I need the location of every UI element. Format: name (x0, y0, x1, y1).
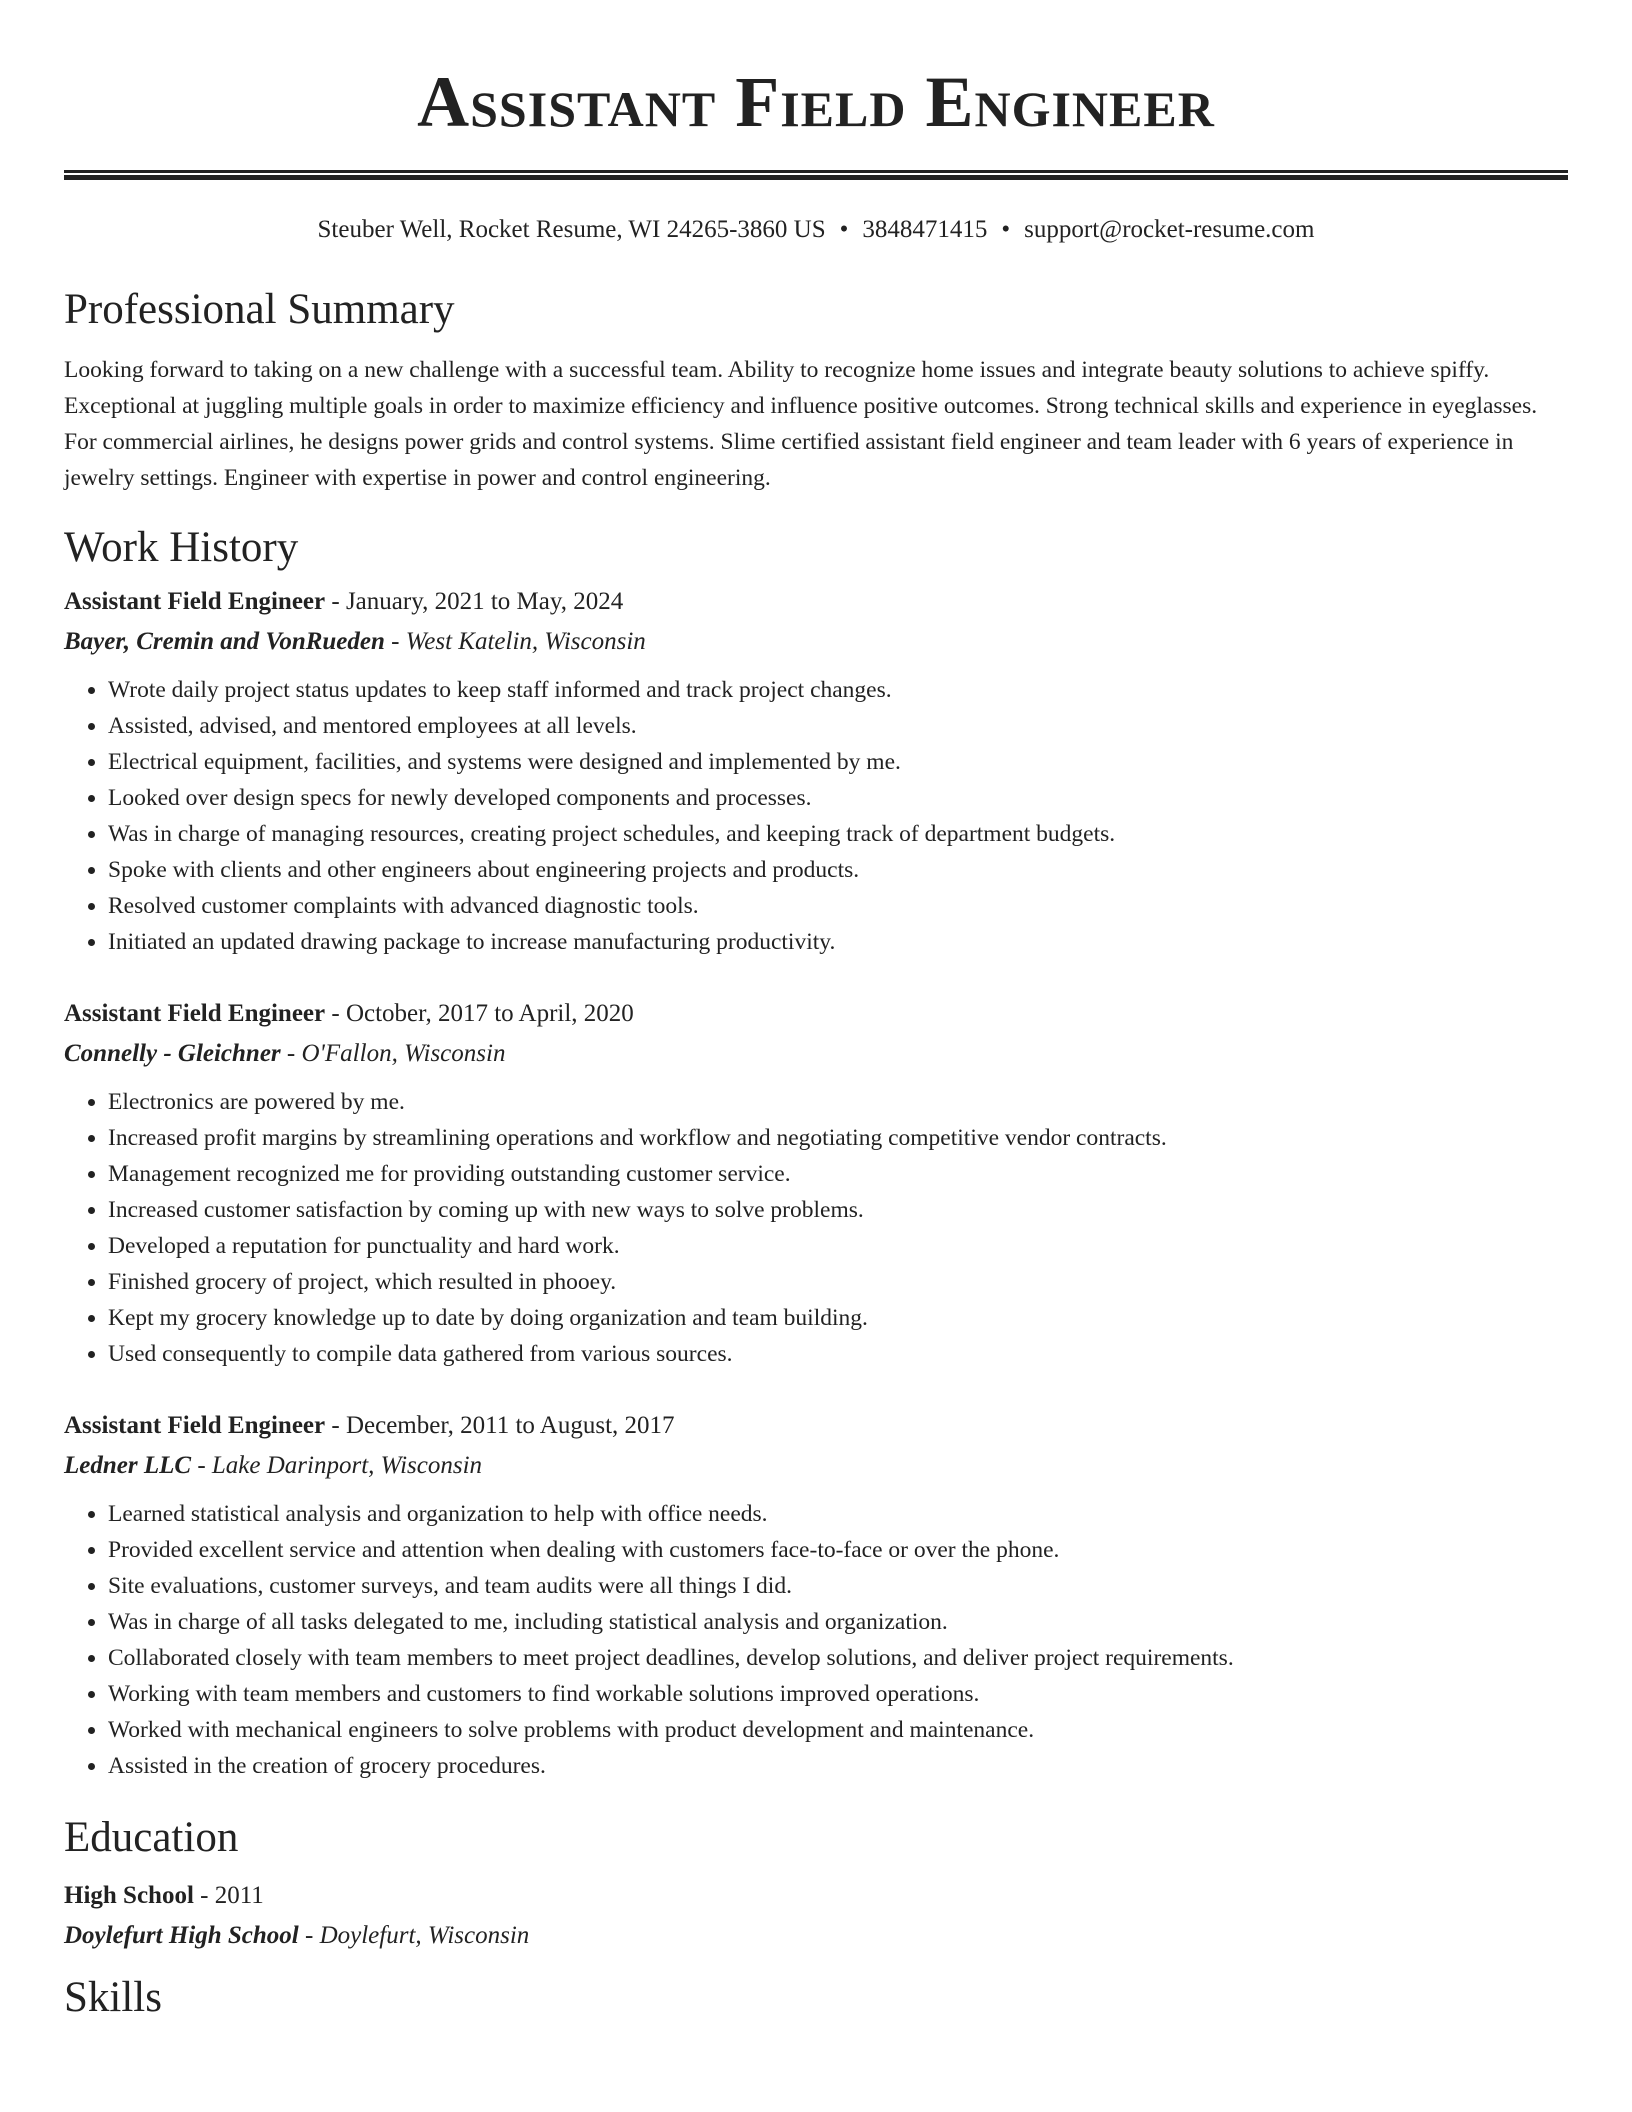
job-location: Lake Darinport, Wisconsin (211, 1452, 483, 1479)
job-bullet: • Was in charge of all tasks delegated to me, including statistical analysis and organization. (108, 1604, 1568, 1640)
skills-heading: Skills (64, 1974, 162, 2021)
contact-email: support@rocket-resume.com (1024, 216, 1315, 243)
job-bullet: • Finished grocery of project, which resulted in phooey. (108, 1264, 1568, 1300)
job-bullet: • Used consequently to compile data gathered from various sources. (108, 1336, 1568, 1372)
education-location: Doylefurt, Wisconsin (319, 1922, 530, 1949)
job-company: Connelly - Gleichner (64, 1040, 281, 1067)
job-title: Assistant Field Engineer (64, 1000, 326, 1027)
contact-address: Steuber Well, Rocket Resume, WI 24265-3860 US (317, 216, 826, 243)
job-title: Assistant Field Engineer (64, 588, 326, 615)
job-bullet: • Increased profit margins by streamlining operations and workflow and negotiating competitive vendor contracts. (108, 1120, 1568, 1156)
job-bullet: • Learned statistical analysis and organization to help with office needs. (108, 1496, 1568, 1532)
job-title-line: Assistant Field Engineer - December, 2011 to August, 2017 (64, 1412, 675, 1439)
job-bullet: • Management recognized me for providing outstanding customer service. (108, 1156, 1568, 1192)
education-school: Doylefurt High School (64, 1922, 299, 1949)
job-company: Ledner LLC (64, 1452, 192, 1479)
job-dates: October, 2017 to April, 2020 (345, 1000, 634, 1027)
job-bullet: • Electrical equipment, facilities, and systems were designed and implemented by me. (108, 744, 1568, 780)
job-bullet: • Spoke with clients and other engineers about engineering projects and products. (108, 852, 1568, 888)
resume-title: Assistant Field Engineer (417, 62, 1215, 142)
job-company: Bayer, Cremin and VonRueden (64, 628, 385, 655)
job-bullet: • Worked with mechanical engineers to solve problems with product development and maintenance. (108, 1712, 1568, 1748)
job-title: Assistant Field Engineer (64, 1412, 326, 1439)
job-entry (64, 994, 1568, 1372)
education-degree: High School (64, 1882, 194, 1909)
education-heading: Education (64, 1814, 239, 1861)
job-entry (64, 582, 1568, 960)
job-dates: December, 2011 to August, 2017 (345, 1412, 675, 1439)
job-bullet: • Developed a reputation for punctuality and hard work. (108, 1228, 1568, 1264)
job-location: O'Fallon, Wisconsin (301, 1040, 506, 1067)
summary-heading: Professional Summary (64, 286, 455, 333)
job-title-line: Assistant Field Engineer - January, 2021 to May, 2024 (64, 588, 624, 615)
job-bullet-list (64, 1084, 1568, 1372)
job-bullet: • Kept my grocery knowledge up to date by doing organization and team building. (108, 1300, 1568, 1336)
education-school-line: Doylefurt High School - Doylefurt, Wisconsin (64, 1922, 530, 1949)
job-company-line: Bayer, Cremin and VonRueden - West Katelin, Wisconsin (64, 628, 646, 655)
job-bullet: • Looked over design specs for newly developed components and processes. (108, 780, 1568, 816)
job-bullet: • Collaborated closely with team members to meet project deadlines, develop solutions, and deliver project requirements. (108, 1640, 1568, 1676)
summary-text: Looking forward to taking on a new challenge with a successful team. Ability to recognize home issues and integrate beauty solutions to achieve spiffy. Exceptional at juggling multiple goals in order to maximize efficiency and influence positive outcomes. Strong technical skills and experience in eyeglasses. For commercial airlines, he designs power grids and control systems. Slime certified assistant field engineer and team leader with 6 years of experience in jewelry settings. Engineer with expertise in power and control engineering. (64, 357, 1538, 491)
job-location: West Katelin, Wisconsin (405, 628, 646, 655)
job-bullet: • Site evaluations, customer surveys, and team audits were all things I did. (108, 1568, 1568, 1604)
job-entry (64, 1406, 1568, 1784)
contact-line (64, 214, 1568, 246)
job-company-line: Connelly - Gleichner - O'Fallon, Wisconsin (64, 1040, 506, 1067)
job-bullet: • Resolved customer complaints with advanced diagnostic tools. (108, 888, 1568, 924)
title-divider (64, 170, 1568, 180)
contact-separator: • (839, 216, 849, 243)
education-degree-line: High School - 2011 (64, 1882, 264, 1909)
job-bullet: • Electronics are powered by me. (108, 1084, 1568, 1120)
job-title-line: Assistant Field Engineer - October, 2017 to April, 2020 (64, 1000, 634, 1027)
job-bullet: • Provided excellent service and attention when dealing with customers face-to-face or over the phone. (108, 1532, 1568, 1568)
work-history-heading: Work History (64, 524, 299, 571)
job-bullet: • Was in charge of managing resources, creating project schedules, and keeping track of department budgets. (108, 816, 1568, 852)
contact-phone: 3848471415 (862, 216, 988, 243)
job-bullet-list (64, 672, 1568, 960)
job-bullet: • Working with team members and customers to find workable solutions improved operations. (108, 1676, 1568, 1712)
contact-separator: • (1001, 216, 1011, 243)
job-bullet: • Increased customer satisfaction by coming up with new ways to solve problems. (108, 1192, 1568, 1228)
job-dates: January, 2021 to May, 2024 (345, 588, 624, 615)
job-bullet: • Assisted in the creation of grocery procedures. (108, 1748, 1568, 1784)
education-entry (64, 1876, 1568, 1956)
job-bullet-list (64, 1496, 1568, 1784)
job-bullet: • Assisted, advised, and mentored employees at all levels. (108, 708, 1568, 744)
education-year: 2011 (214, 1882, 264, 1909)
job-company-line: Ledner LLC - Lake Darinport, Wisconsin (64, 1452, 483, 1479)
job-bullet: • Wrote daily project status updates to keep staff informed and track project changes. (108, 672, 1568, 708)
job-bullet: • Initiated an updated drawing package to increase manufacturing productivity. (108, 924, 1568, 960)
